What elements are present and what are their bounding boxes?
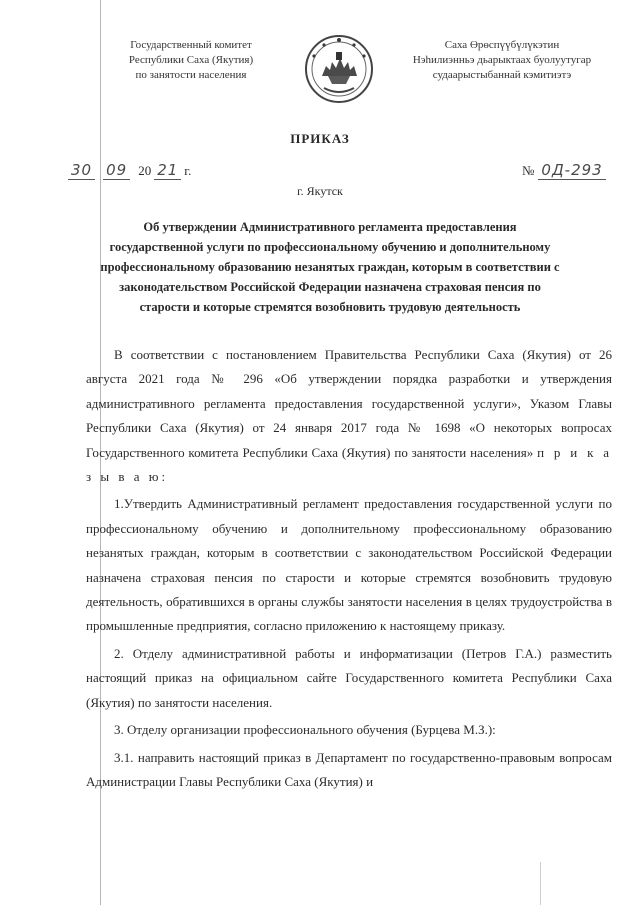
agency-line: по занятости населения <box>135 69 247 81</box>
agency-name-russian <box>96 38 286 83</box>
order-word: п р и к а з ы в а ю: <box>86 444 613 485</box>
item-paragraph: 2. Отделу административной работы и информатизации (Петров Г.А.) разместить настоящий приказ на официальном сайте Государственного комитета Республики Саха (Якутия) по занятости населения. <box>86 645 612 710</box>
number-prefix: № <box>522 163 535 178</box>
preamble-paragraph <box>86 343 612 489</box>
coat-of-arms-icon <box>302 32 376 106</box>
document-header <box>0 38 640 108</box>
preamble-text: В соответствии с постановлением Правительства Республики Саха (Якутия) от 26 августа 2021 года № 296 «Об утверждении порядка разработки и утверждения административного регламента предоставления государственной услуги», Указом Главы Республики Саха (Якутия) от 24 января 2017 года № 1698 «О некоторых вопросах Государственного комитета Республики Саха (Якутия) по занятости населения» <box>86 347 612 460</box>
date-month: 09 <box>103 161 130 180</box>
scan-artifact-line <box>540 862 541 905</box>
document-title: ПРИКАЗ <box>290 131 350 146</box>
item-paragraph: 1.Утвердить Административный регламент предоставления государственной услуги по профессиональному обучению и дополнительному профессиональному образованию незанятых граждан, которым в соответствии с законодательством Российской Федерации назначена страховая пенсия по старости и которые стремятся возобновить трудовую деятельность, обратившихся в органы службы занятости населения в целях трудоустройства в промышленные предприятия, согласно приложению к настоящему приказу. <box>86 496 612 634</box>
order-body <box>86 343 612 797</box>
agency-line: судаарыстыбаннай кэмитиэтэ <box>432 69 572 81</box>
agency-line: Саха Өрөспүүбүлүкэтин <box>444 39 560 51</box>
item-paragraph: 3. Отделу организации профессионального обучения (Бурцева М.З.): <box>114 722 496 738</box>
date-year-suffix: 21 <box>154 161 181 180</box>
city: г. Якутск <box>297 184 343 198</box>
order-date <box>68 161 191 180</box>
agency-line: Республики Саха (Якутия) <box>128 54 254 66</box>
agency-line: Государственный комитет <box>130 39 252 51</box>
order-number <box>522 161 606 180</box>
agency-line: Нэһилиэнньэ дьарыктаах буолуутугар <box>412 54 592 66</box>
number-value: 0Д-293 <box>538 161 605 180</box>
item-paragraph: 3.1. направить настоящий приказ в Департамент по государственно-правовым вопросам Администрации Главы Республики Саха (Якутия) и <box>86 749 612 789</box>
order-subject: Об утверждении Административного регламента предоставления государственной услуги по профессиональному обучению и дополнительному профессиональному образованию незанятых граждан, которым в соответствии с законодательством Российской Федерации назначена страховая пенсия по старости и которые стремятся возобновить трудовую деятельность <box>100 220 560 314</box>
date-day: 30 <box>68 161 95 180</box>
date-year-prefix: 20 <box>138 163 152 178</box>
date-year-mark: г. <box>184 163 192 178</box>
agency-name-sakha <box>388 38 616 83</box>
